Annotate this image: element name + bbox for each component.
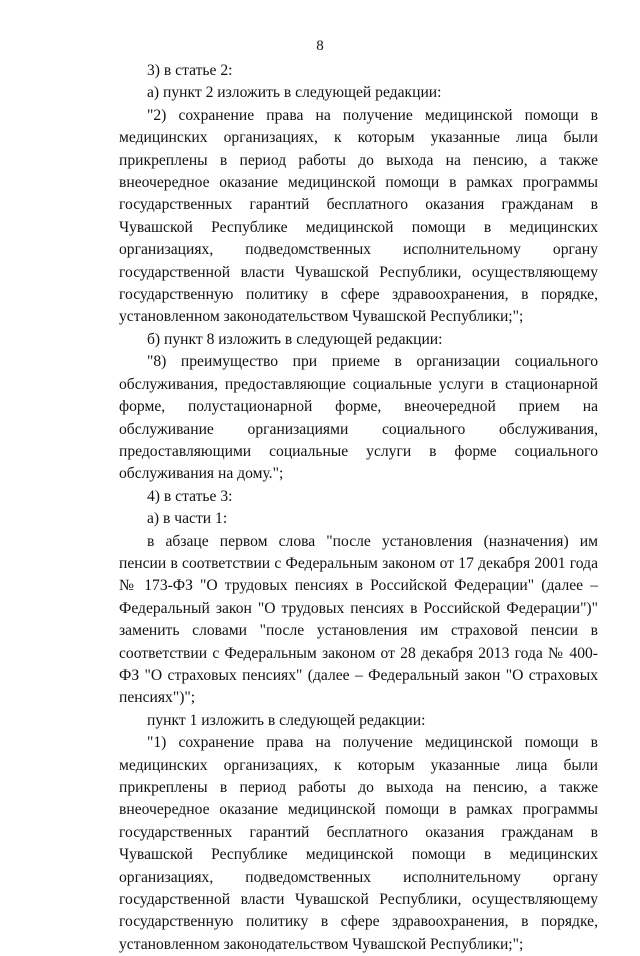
paragraph-point-2-instruction: а) пункт 2 изложить в следующей редакции: <box>147 84 442 102</box>
page-number: 8 <box>316 38 324 54</box>
document-body <box>119 60 598 956</box>
paragraph-point-8-text: "8) преимущество при приеме в организации социального обслуживания, предоставляющие социальные услуги в стационарной форме, полустационарной форме, внеочередной прием на обслуживание организациями социального обслуживания, предоставляющими социальные услуги в форме социального обслуживания на дому."; <box>119 353 598 483</box>
paragraph-part-1-heading: а) в части 1: <box>147 510 228 528</box>
paragraph-article-2-heading: 3) в статье 2: <box>147 62 233 79</box>
paragraph-first-abzac-replacement: в абзаце первом слова "после установления (назначения) им пенсии в соответствии с Федеральным законом от 17 декабря 2001 года № 173-ФЗ "О трудовых пенсиях в Российской Федерации" (далее – Федеральный закон "О трудовых пенсиях в Российской Федерации")" заменить словами "после установления им страховой пенсии в соответствии с Федеральным законом от 28 декабря 2013 года № 400-ФЗ "О страховых пенсиях" (далее – Федеральный закон "О страховых пенсиях")"; <box>119 532 598 707</box>
paragraph-point-1-text: "1) сохранение права на получение медицинской помощи в медицинских организациях, к которым указанные лица были прикреплены в период работы до выхода на пенсию, а также внеочередное оказание медицинской помощи в рамках программы государственных гарантий бесплатного оказания гражданам в Чувашской Республике медицинской помощи в медицинских организациях, подведомственных исполнительному органу государственной власти Чувашской Республики, осуществляющему государственную политику в сфере здравоохранения, в порядке, установленном законодательством Чувашской Республики;"; <box>119 734 598 953</box>
paragraph-point-2-text: "2) сохранение права на получение медицинской помощи в медицинских организациях, к которым указанные лица были прикреплены в период работы до выхода на пенсию, а также внеочередное оказание медицинской помощи в рамках программы государственных гарантий бесплатного оказания гражданам в Чувашской Республике медицинской помощи в медицинских организациях, подведомственных исполнительному органу государственной власти Чувашской Республики, осуществляющему государственную политику в сфере здравоохранения, в порядке, установленном законодательством Чувашской Республики;"; <box>119 106 598 326</box>
paragraph-article-3-heading: 4) в статье 3: <box>147 487 233 505</box>
paragraph-point-1-instruction: пункт 1 изложить в следующей редакции: <box>147 711 426 729</box>
paragraph-point-8-instruction: б) пункт 8 изложить в следующей редакции: <box>147 330 443 348</box>
